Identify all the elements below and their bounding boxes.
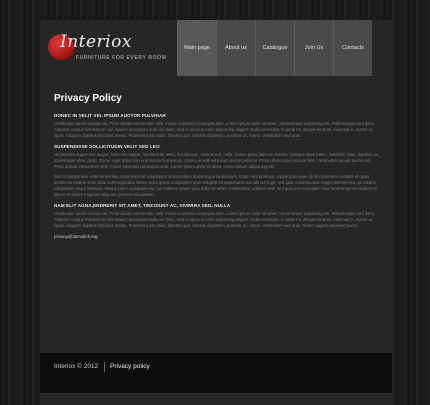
footer-privacy-policy-link[interactable]: Privacy policy (110, 363, 150, 370)
footer-divider (104, 362, 105, 372)
header (40, 20, 392, 80)
section-heading: DONEC IN VELIT VEL IPSUM AUCTOR PULVINAR (54, 113, 166, 118)
section-paragraph: Vestibulum iaculis lacinia est. Proin dictum elementum velit. Fusce euismod consequat ante. Lorem ipsum dolor sit amet, consectetuer adipiscing elit. Pellentesque sed dolor. Aliquam congue fermentum nisl. Mauris accumsan nulla vel diam. Sed in lacus ut enim adipiscing aliquet. Nulla venenatis. In pede mi, aliquet sit amet, euismod in, auctor ut, ligula. Aliquam dapibus tincidunt metus. Praesent justo dolor, lobortis quis, lobortis dignissim, pulvinar ac, lorem. Vestibulum sed ante. (54, 121, 375, 138)
footer-copyright: Interiox © 2012 (54, 363, 99, 370)
page-container (40, 20, 392, 405)
footer (40, 353, 392, 393)
page-title: Privacy Policy (54, 93, 122, 104)
nav-item-main-page[interactable]: Main page (177, 20, 216, 76)
section-heading: SUSPENDISSE SOLLICITUDIN VELIT SED LEO (54, 143, 160, 149)
nav-item-join-us[interactable]: Join Us (294, 20, 333, 76)
logo-wordmark[interactable]: Interiox (60, 32, 132, 52)
contact-email-link[interactable]: privacy@demolink.org (54, 233, 98, 239)
logo-tagline: FURNITURE FOR EVERY ROOM (76, 55, 167, 61)
section-heading: NAM ELIT AGNA,ENDRERIT SIT AMET, TINCIDUNT AC, VIVERRA SED, NULLA (54, 203, 231, 209)
main-content (54, 93, 382, 239)
nav-item-contacts[interactable]: Contacts (333, 20, 372, 76)
section-paragraph: Ut pharetra augue nec augue. Nam elit magna, hendrerit sit amet, tincidunt ac, viverra sed, nulla. Donec porta diam eu massa. Quisque diam lorem, interdum vitae, dapibus ac, scelerisque vitae, pede. Donec eget tellus non erat lacinia fermentum. Donec in velit vel ipsum auctor pulvinar. Proin ullamcorper urna et felis. Vestibulum iaculis lacinia est. Proin dictum elementum velit. Fusce euismod consequat ante. Lorem ipsum dolor sit amet, consectetuer adipiscing elit. (54, 151, 380, 169)
nav-item-catalogue[interactable]: Catalogue (255, 20, 294, 76)
section-paragraph: Sed ut perspiciatis unde omnis iste natus error sit voluptatem accusantium doloremque laudantium, totam rem aperiam, eaque ipsa quae ab illo inventore veritatis et quasi architecto beatae vitae dicta sunt explicabo. Nemo enim ipsam voluptatem quia voluptas sit aspernatur aut odit aut fugit, sed quia consequuntur magni dolores eos qui ratione voluptatem sequi nesciunt. Neque porro quisquam est, qui dolorem ipsum quia dolor sit amet, consectetur, adipisci velit, sed quia non numquam eius modi tempora incidunt ut labore et dolore magnam aliquam quaerat voluptatem. (54, 174, 377, 198)
section-paragraph: Vestibulum iaculis lacinia est. Proin dictum elementum velit. Fusce euismod consequat ante. Lorem ipsum dolor sit amet, consectetuer adipiscing elit. Pellentesque sed dolor. Aliquam congue fermentum nisl. Mauris accumsan nulla vel diam. Sed in lacus ut enim adipiscing aliquet. Nulla venenatis. In pede mi, aliquet sit amet, euismod in, auctor ut, ligula. Aliquam dapibus tincidunt metus. Praesent justo dolor, lobortis quis, lobortis dignissim, pulvinar ac, lorem. Vestibulum sed ante. Donec sagittis euismod purus. (54, 211, 375, 228)
main-nav (177, 20, 372, 76)
nav-item-about-us[interactable]: About us (216, 20, 255, 76)
